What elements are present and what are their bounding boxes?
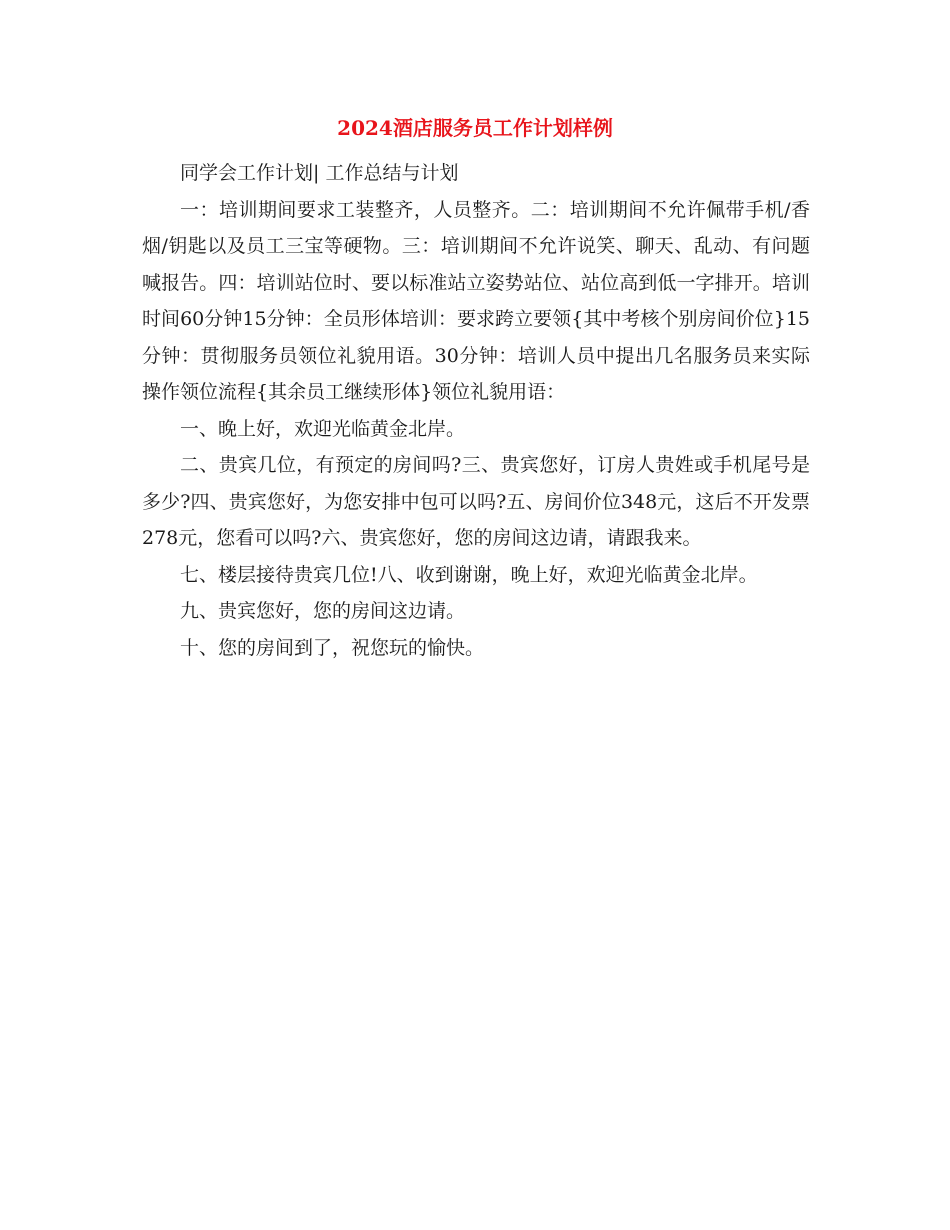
paragraph-greeting-1: 一、晚上好，欢迎光临黄金北岸。 — [180, 417, 466, 440]
document-title: 2024酒店服务员工作计划样例 — [337, 116, 613, 140]
paragraph-subtitle: 同学会工作计划| 工作总结与计划 — [180, 162, 459, 184]
paragraph-greeting-7-8: 七、楼层接待贵宾几位!八、收到谢谢，晚上好，欢迎光临黄金北岸。 — [180, 563, 758, 586]
paragraph-training-rules: 一：培训期间要求工装整齐，人员整齐。二：培训期间不允许佩带手机/香烟/钥匙以及员工三宝等硬物。三：培训期间不允许说笑、聊天、乱动、有问题喊报告。四：培训站位时、要以标准站立姿势站位、站位高到低一字排开。培训时间60分钟15分钟：全员形体培训：要求跨立要领{其中考核个别房间价位}15分钟：贯彻服务员领位礼貌用语。30分钟：培训人员中提出几名服务员来实际操作领位流程{其余员工继续形体}领位礼貌用语： — [142, 198, 810, 403]
paragraph-greeting-10: 十、您的房间到了，祝您玩的愉快。 — [180, 636, 485, 659]
paragraph-greeting-2-6: 二、贵宾几位，有预定的房间吗?三、贵宾您好，订房人贵姓或手机尾号是多少?四、贵宾您好，为您安排中包可以吗?五、房间价位348元，这后不开发票278元，您看可以吗?六、贵宾您好，您的房间这边请，请跟我来。 — [142, 454, 810, 549]
document-body — [142, 155, 810, 666]
paragraph-greeting-9: 九、贵宾您好，您的房间这边请。 — [180, 600, 466, 622]
